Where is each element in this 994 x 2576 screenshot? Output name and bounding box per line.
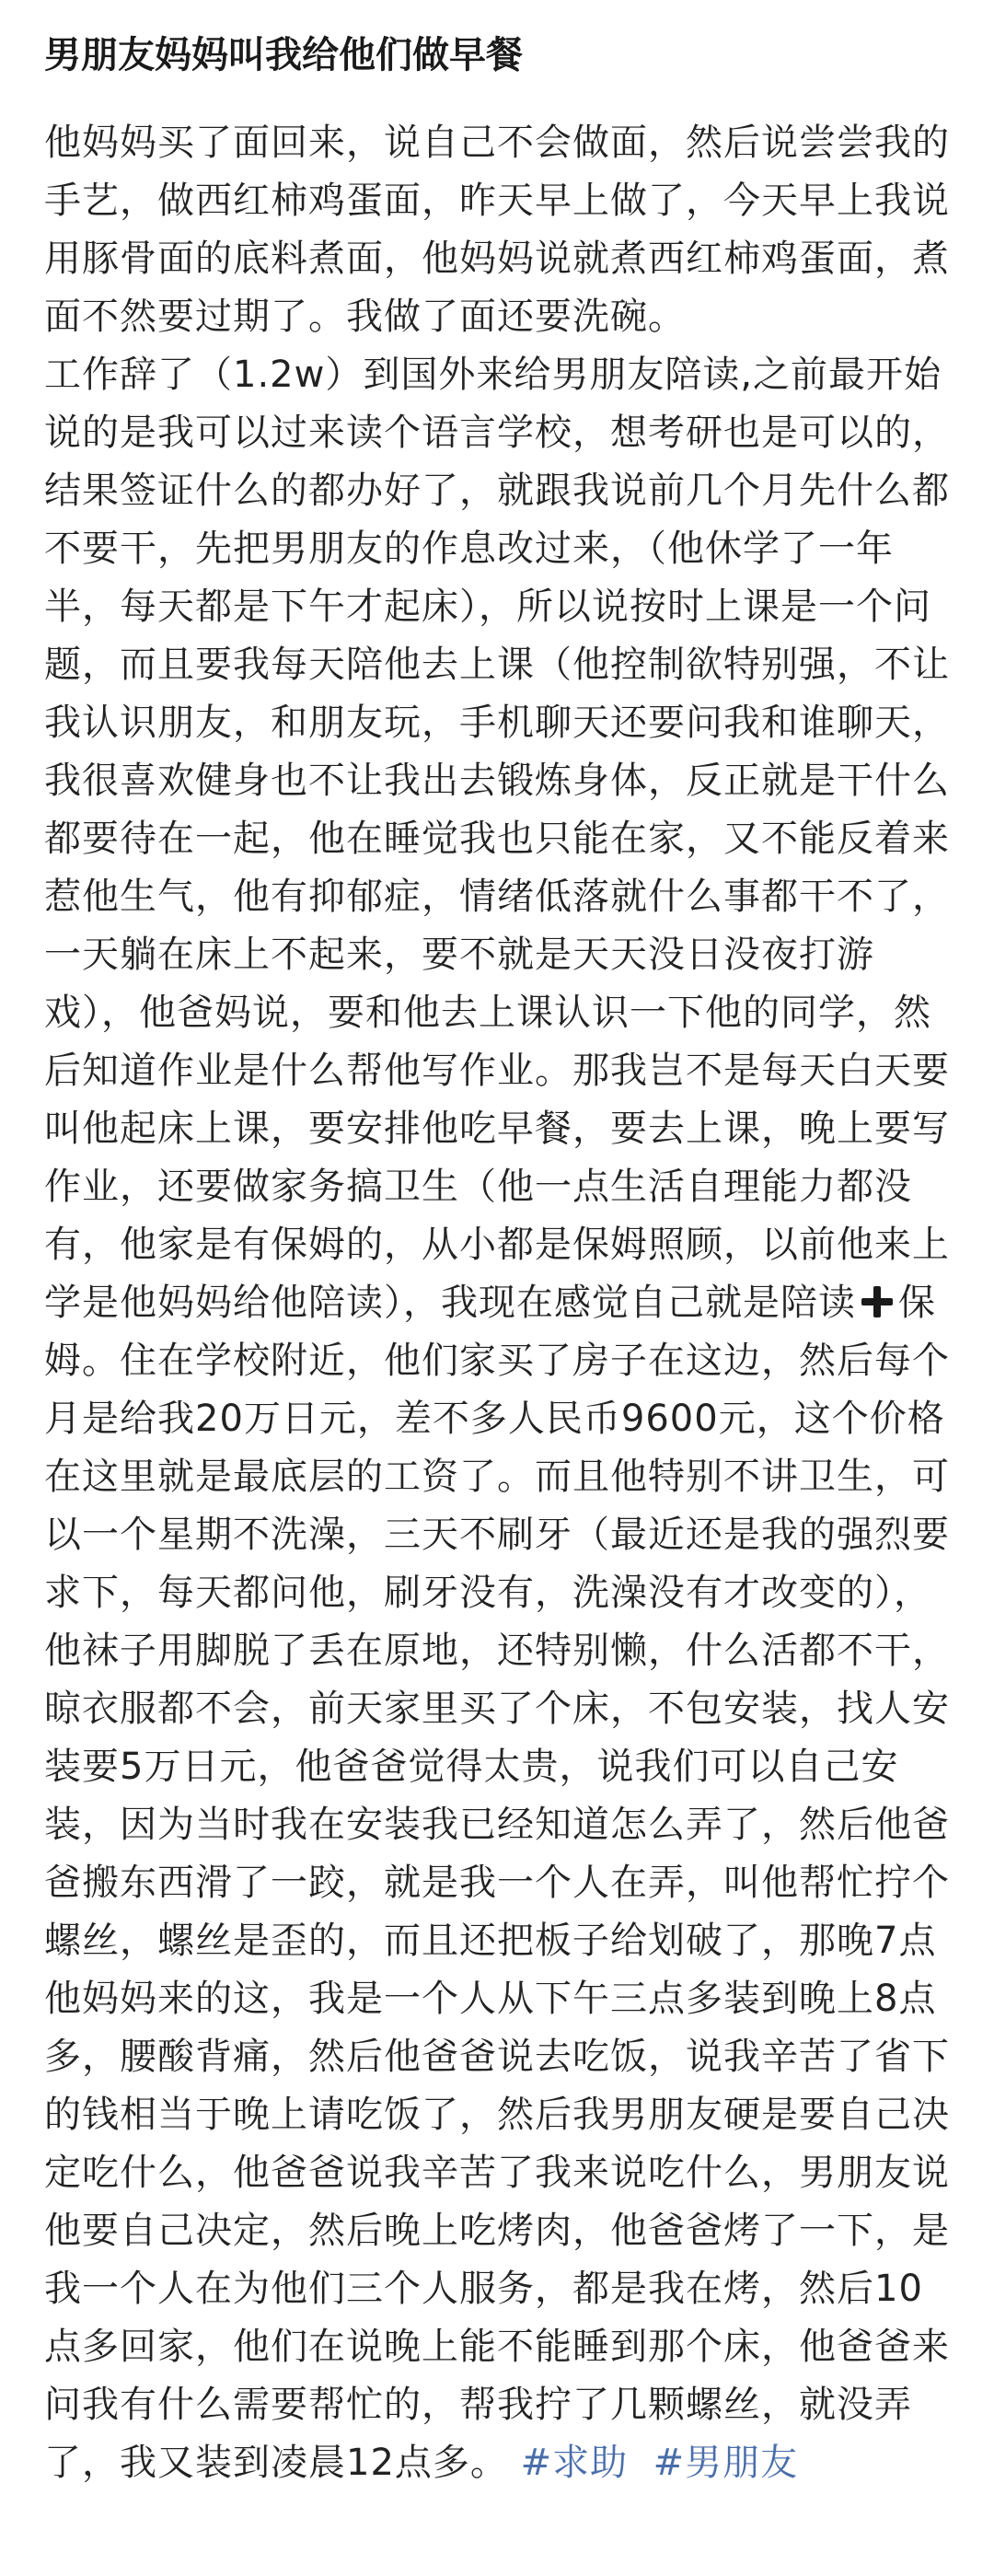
post-paragraph-1: 他妈妈买了面回来，说自己不会做面，然后说尝尝我的手艺，做西红柿鸡蛋面，昨天早上做了，今天早上我说用豚骨面的底料煮面，他妈妈说就煮西红柿鸡蛋面，煮面不然要过期了。我做了面还要洗碗。: [44, 122, 950, 338]
hashtag-boyfriend[interactable]: #男朋友: [653, 2442, 799, 2484]
post-paragraph-2-part-2: 保姆。住在学校附近，他们家买了房子在这边，然后每个月是给我20万日元，差不多人民币9600元，这个价格在这里就是最底层的工资了。而且他特别不讲卫生，可以一个星期不洗澡，三天不刷牙（最近还是我的强烈要求下，每天都问他，刷牙没有，洗澡没有才改变的），他袜子用脚脱了丢在原地，还特别懒，什么活都不干，晾衣服都不会，前天家里买了个床，不包安装，找人安装要5万日元，他爸爸觉得太贵，说我们可以自己安装，因为当时我在安装我已经知道怎么弄了，然后他爸爸搬东西滑了一跤，就是我一个人在弄，叫他帮忙拧个螺丝，螺丝是歪的，而且还把板子给划破了，那晚7点他妈妈来的这，我是一个人从下午三点多装到晚上8点多，腰酸背痛，然后他爸爸说去吃饭，说我辛苦了省下的钱相当于晚上请吃饭了，然后我男朋友硬是要自己决定吃什么，他爸爸说我辛苦了我来说吃什么，男朋友说他要自己决定，然后晚上吃烤肉，他爸爸烤了一下，是我一个人在为他们三个人服务，都是我在烤，然后10点多回家，他们在说晚上能不能睡到那个床，他爸爸来问我有什么需要帮忙的，帮我拧了几颗螺丝，就没弄了，我又装到凌晨12点多。: [44, 1282, 950, 2484]
post-title: 男朋友妈妈叫我给他们做早餐: [44, 34, 523, 76]
plus-icon: [861, 1286, 893, 1317]
post-paragraph-2-part-1: 工作辞了（1.2w）到国外来给男朋友陪读,之前最开始说的是我可以过来读个语言学校，想考研也是可以的，结果签证什么的都办好了，就跟我说前几个月先什么都不要干，先把男朋友的作息改过来，（他休学了一年半，每天都是下午才起床），所以说按时上课是一个问题，而且要我每天陪他去上课（他控制欲特别强，不让我认识朋友，和朋友玩，手机聊天还要问我和谁聊天，我很喜欢健身也不让我出去锻炼身体，反正就是干什么都要待在一起，他在睡觉我也只能在家，又不能反着来惹他生气，他有抑郁症，情绪低落就什么事都干不了，一天躺在床上不起来，要不就是天天没日没夜打游戏），他爸妈说，要和他去上课认识一下他的同学，然后知道作业是什么帮他写作业。那我岂不是每天白天要叫他起床上课，要安排他吃早餐，要去上课，晚上要写作业，还要做家务搞卫生（他一点生活自理能力都没有，他家是有保姆的，从小都是保姆照顾，以前他来上学是他妈妈给他陪读），我现在感觉自己就是陪读: [44, 354, 950, 1324]
post-paragraph-2: [44, 346, 950, 2492]
post-body: [44, 114, 950, 2492]
hashtag-help[interactable]: #求助: [520, 2442, 629, 2484]
